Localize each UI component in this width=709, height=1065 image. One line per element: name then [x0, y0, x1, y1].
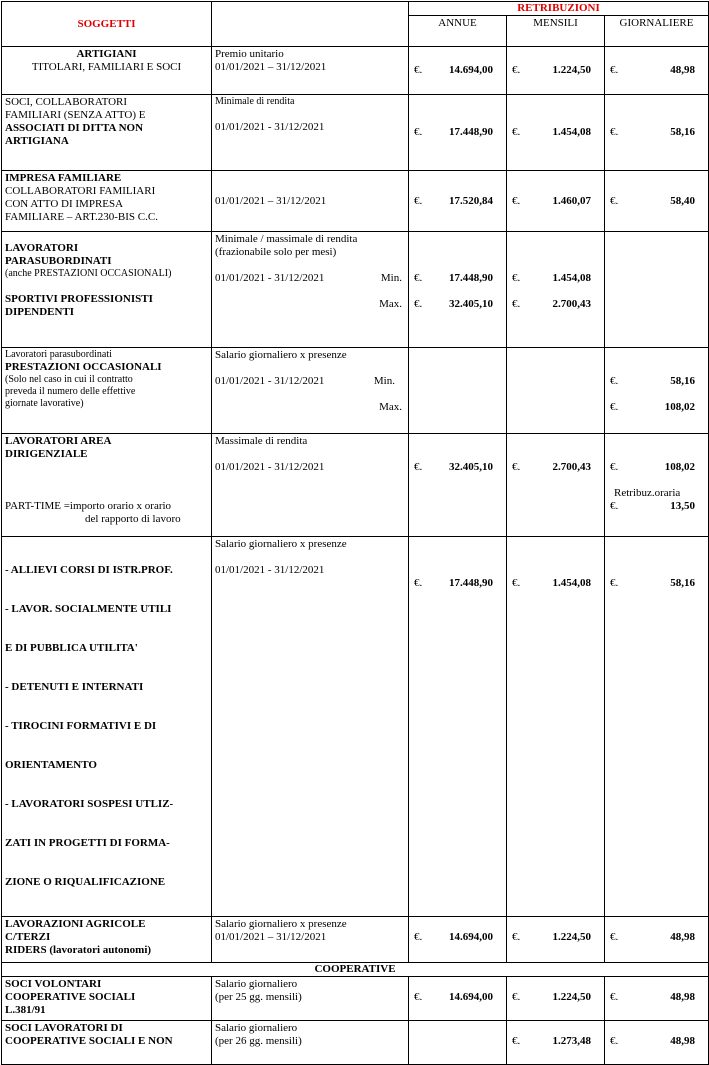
mensili-cell: €. 1.454,08 — [507, 95, 605, 171]
mensili-cell: €. 1.460,07 — [507, 171, 605, 232]
annue-cell: €. 17.520,84 — [409, 171, 507, 232]
annue-cell: €. 32.405,10 — [409, 434, 507, 537]
period-cell: Salario giornaliero x presenze 01/01/2021 - 31/12/2021 — [212, 537, 409, 917]
period-cell: Salario giornaliero x presenze 01/01/2021 - 31/12/2021 Min. Max. — [212, 348, 409, 434]
mensili-cell: €. 1.454,08 — [507, 537, 605, 917]
giornaliere-cell: €. 48,98 — [605, 1021, 709, 1065]
header-mensili: MENSILI — [507, 16, 605, 47]
table-row — [2, 348, 709, 434]
header-period-empty — [212, 2, 409, 47]
header-annue: ANNUE — [409, 16, 507, 47]
period-cell: Premio unitario 01/01/2021 – 31/12/2021 — [212, 47, 409, 95]
retribuzioni-table — [1, 1, 709, 1065]
header-giornaliere: GIORNALIERE — [605, 16, 709, 47]
subject-cell: - ALLIEVI CORSI DI ISTR.PROF. - LAVOR. SOCIALMENTE UTILI E DI PUBBLICA UTILITA' - DETENUTI E INTERNATI - TIROCINI FORMATIVI E DI ORIENTAMENTO - LAVORATORI SOSPESI UTLIZ- ZATI IN PROGETTI DI FORMA- ZIONE O RIQUALIFICAZIONE — [2, 537, 212, 917]
giornaliere-cell: €. 48,98 — [605, 917, 709, 963]
period-cell: Minimale di rendita 01/01/2021 - 31/12/2021 — [212, 95, 409, 171]
giornaliere-cell: €. 58,16 — [605, 537, 709, 917]
giornaliere-cell: €. 58,40 — [605, 171, 709, 232]
annue-cell — [409, 348, 507, 434]
header-retribuzioni: RETRIBUZIONI — [409, 2, 709, 16]
table-row — [2, 977, 709, 1021]
period-cell: Salario giornaliero (per 25 gg. mensili) — [212, 977, 409, 1021]
table-row — [2, 47, 709, 95]
annue-cell — [409, 1021, 507, 1065]
period-cell: Massimale di rendita 01/01/2021 - 31/12/2021 — [212, 434, 409, 537]
table-row — [2, 434, 709, 537]
subject-cell: IMPRESA FAMILIARE COLLABORATORI FAMILIARI CON ATTO DI IMPRESA FAMILIARE – ART.230-BIS C.C. — [2, 171, 212, 232]
mensili-cell — [507, 348, 605, 434]
annue-cell: €. 17.448,90 — [409, 95, 507, 171]
annue-cell: €. 17.448,90 — [409, 537, 507, 917]
mensili-cell: €. 1.224,50 — [507, 47, 605, 95]
mensili-cell: €. 1.273,48 — [507, 1021, 605, 1065]
giornaliere-cell: €. 48,98 — [605, 977, 709, 1021]
period-cell: Salario giornaliero (per 26 gg. mensili) — [212, 1021, 409, 1065]
subject-cell: LAVORATORI AREA DIRIGENZIALE PART-TIME =importo orario x orario del rapporto di lavoro — [2, 434, 212, 537]
period-cell: 01/01/2021 – 31/12/2021 — [212, 171, 409, 232]
giornaliere-cell: €. 108,02 Retribuz.oraria €. 13,50 — [605, 434, 709, 537]
annue-cell: €. 17.448,90 €. 32.405,10 — [409, 232, 507, 348]
giornaliere-cell: €. 58,16 — [605, 95, 709, 171]
mensili-cell: €. 1.224,50 — [507, 917, 605, 963]
table-row — [2, 1021, 709, 1065]
table-row — [2, 171, 709, 232]
subject-cell: ARTIGIANI TITOLARI, FAMILIARI E SOCI — [2, 47, 212, 95]
table-row — [2, 232, 709, 348]
giornaliere-cell: €. 48,98 — [605, 47, 709, 95]
header-soggetti: SOGGETTI — [2, 2, 212, 47]
table-row — [2, 917, 709, 963]
annue-cell: €. 14.694,00 — [409, 47, 507, 95]
subject-cell: Lavoratori parasubordinati PRESTAZIONI OCCASIONALI (Solo nel caso in cui il contratto preveda il numero delle effettive giornate lavorative) — [2, 348, 212, 434]
subject-cell: LAVORATORI PARASUBORDINATI (anche PRESTAZIONI OCCASIONALI) SPORTIVI PROFESSIONISTI DIPENDENTI — [2, 232, 212, 348]
giornaliere-cell — [605, 232, 709, 348]
period-cell: Salario giornaliero x presenze 01/01/2021 – 31/12/2021 — [212, 917, 409, 963]
subject-cell: SOCI VOLONTARI COOPERATIVE SOCIALI L.381/91 — [2, 977, 212, 1021]
table-row — [2, 537, 709, 917]
table-row — [2, 95, 709, 171]
period-cell: Minimale / massimale di rendita (frazionabile solo per mesi) 01/01/2021 - 31/12/2021 Min. Max. — [212, 232, 409, 348]
subject-cell: SOCI LAVORATORI DI COOPERATIVE SOCIALI E NON — [2, 1021, 212, 1065]
mensili-cell: €. 1.454,08 €. 2.700,43 — [507, 232, 605, 348]
mensili-cell: €. 1.224,50 — [507, 977, 605, 1021]
giornaliere-cell: €. 58,16 €. 108,02 — [605, 348, 709, 434]
subject-cell: SOCI, COLLABORATORI FAMILIARI (SENZA ATTO) E ASSOCIATI DI DITTA NON ARTIGIANA — [2, 95, 212, 171]
subject-cell: LAVORAZIONI AGRICOLE C/TERZI RIDERS (lavoratori autonomi) — [2, 917, 212, 963]
annue-cell: €. 14.694,00 — [409, 917, 507, 963]
annue-cell: €. 14.694,00 — [409, 977, 507, 1021]
mensili-cell: €. 2.700,43 — [507, 434, 605, 537]
section-cooperative: COOPERATIVE — [2, 963, 709, 977]
